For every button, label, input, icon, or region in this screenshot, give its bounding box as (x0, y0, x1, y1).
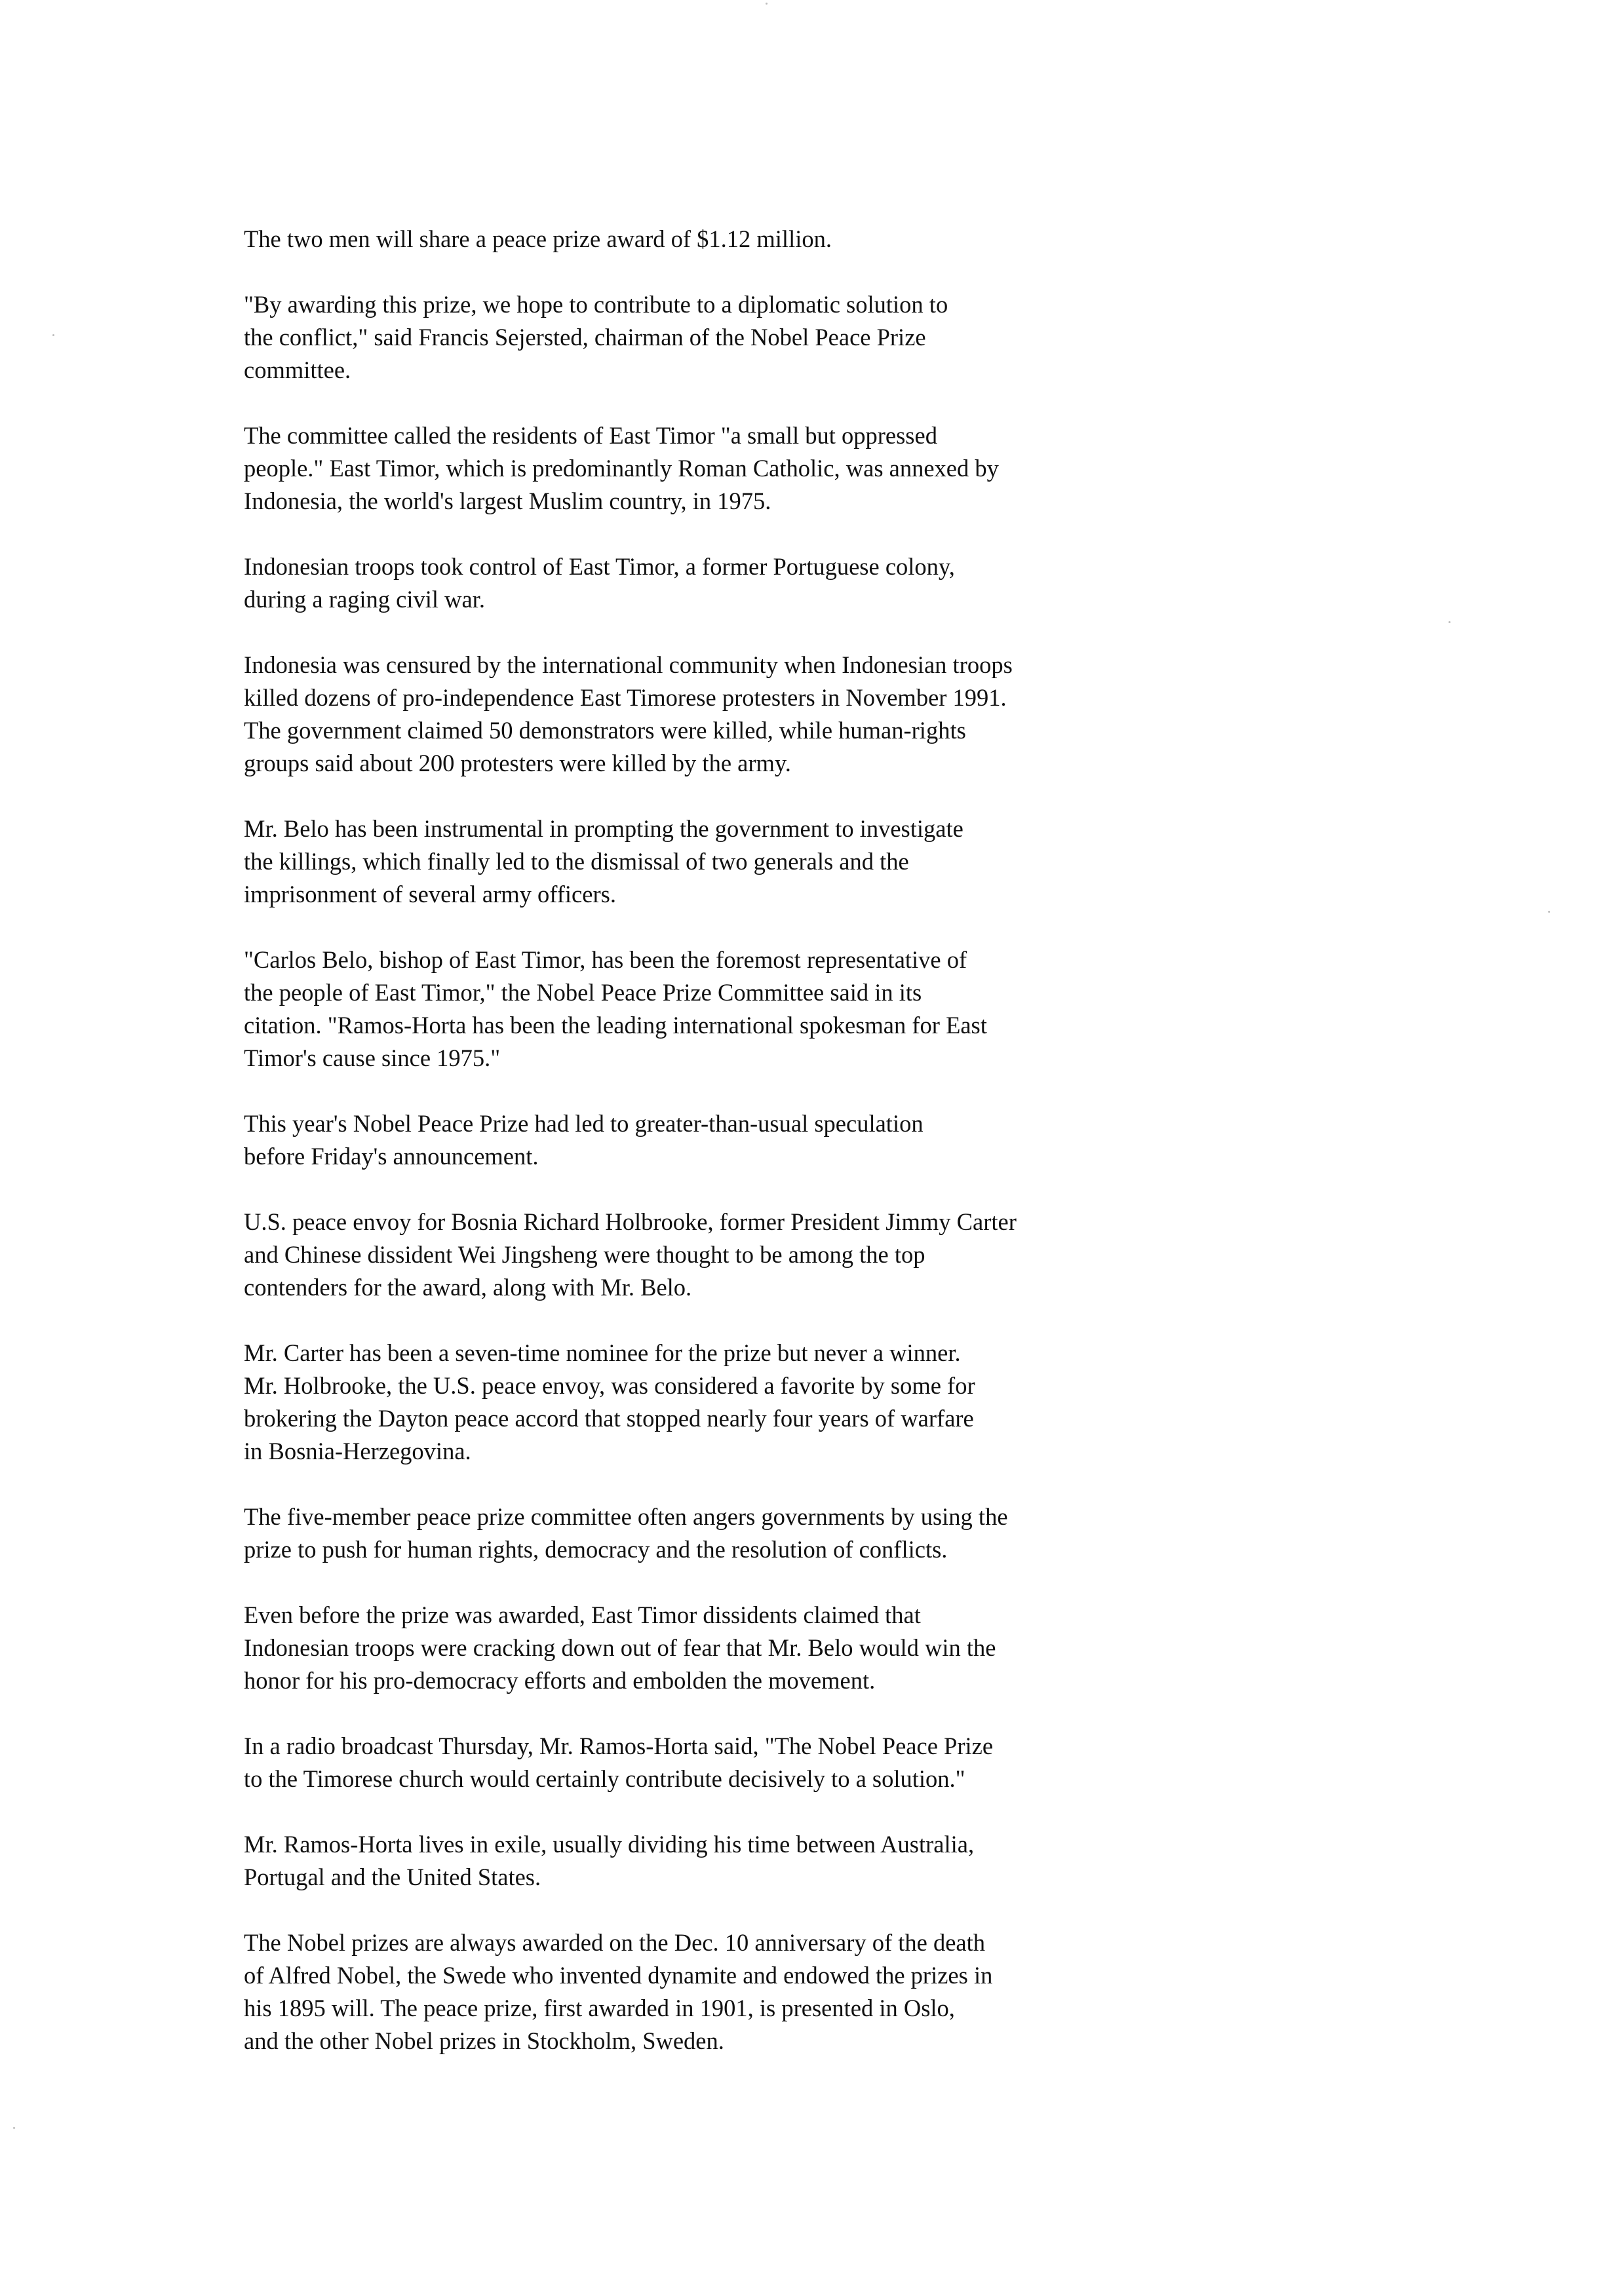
text-line: during a raging civil war. (244, 586, 485, 613)
text-line: brokering the Dayton peace accord that stopped nearly four years of warfare (244, 1405, 974, 1432)
text-line: the killings, which finally led to the dismissal of two generals and the (244, 848, 909, 875)
paragraph (244, 1599, 1175, 1697)
paragraph (244, 1730, 1175, 1795)
paragraph (244, 1337, 1175, 1468)
text-line: Even before the prize was awarded, East Timor dissidents claimed that (244, 1601, 921, 1628)
scan-speck (13, 2127, 15, 2129)
paragraph (244, 550, 1175, 616)
text-line: the conflict," said Francis Sejersted, chairman of the Nobel Peace Prize (244, 324, 926, 351)
text-line: Mr. Ramos-Horta lives in exile, usually dividing his time between Australia, (244, 1831, 975, 1858)
paragraph (244, 649, 1175, 780)
text-line: The government claimed 50 demonstrators were killed, while human-rights (244, 717, 966, 744)
text-line: "Carlos Belo, bishop of East Timor, has been the foremost representative of (244, 946, 967, 973)
text-line: before Friday's announcement. (244, 1143, 539, 1170)
text-line: people." East Timor, which is predominantly Roman Catholic, was annexed by (244, 455, 999, 482)
text-line: his 1895 will. The peace prize, first awarded in 1901, is presented in Oslo, (244, 1995, 955, 2021)
text-line: and the other Nobel prizes in Stockholm, Sweden. (244, 2027, 724, 2054)
text-line: in Bosnia-Herzegovina. (244, 1438, 471, 1464)
paragraph (244, 223, 1175, 256)
text-line: Indonesia, the world's largest Muslim country, in 1975. (244, 488, 771, 514)
text-line: and Chinese dissident Wei Jingsheng were thought to be among the top (244, 1241, 925, 1268)
paragraph (244, 1501, 1175, 1566)
paragraph (244, 944, 1175, 1075)
text-line: Mr. Holbrooke, the U.S. peace envoy, was considered a favorite by some for (244, 1372, 975, 1399)
text-line: the people of East Timor," the Nobel Peace Prize Committee said in its (244, 979, 922, 1006)
text-line: Portugal and the United States. (244, 1864, 541, 1890)
text-line: Indonesian troops took control of East Timor, a former Portuguese colony, (244, 553, 955, 580)
scan-speck (766, 3, 768, 5)
text-line: Timor's cause since 1975." (244, 1044, 501, 1071)
text-line: U.S. peace envoy for Bosnia Richard Holbrooke, former President Jimmy Carter (244, 1208, 1017, 1235)
scan-speck (1449, 621, 1450, 623)
text-line: Indonesian troops were cracking down out of fear that Mr. Belo would win the (244, 1634, 996, 1661)
text-line: In a radio broadcast Thursday, Mr. Ramos-Horta said, "The Nobel Peace Prize (244, 1732, 994, 1759)
text-line: of Alfred Nobel, the Swede who invented dynamite and endowed the prizes in (244, 1962, 993, 1989)
text-line: Indonesia was censured by the international community when Indonesian troops (244, 651, 1013, 678)
text-line: The Nobel prizes are always awarded on the Dec. 10 anniversary of the death (244, 1929, 986, 1956)
text-line: to the Timorese church would certainly contribute decisively to a solution." (244, 1765, 965, 1792)
text-line: imprisonment of several army officers. (244, 881, 616, 908)
paragraph (244, 1107, 1175, 1173)
text-line: prize to push for human rights, democracy and the resolution of conflicts. (244, 1536, 948, 1563)
paragraph (244, 813, 1175, 911)
text-line: Mr. Belo has been instrumental in prompting the government to investigate (244, 815, 963, 842)
paragraph (244, 1206, 1175, 1304)
text-line: The two men will share a peace prize award of $1.12 million. (244, 225, 832, 252)
scan-speck (1548, 911, 1550, 913)
scan-speck (52, 334, 54, 336)
paragraph (244, 419, 1175, 518)
paragraph (244, 1926, 1175, 2057)
article-body (244, 223, 1175, 2090)
text-line: groups said about 200 protesters were killed by the army. (244, 750, 791, 776)
paragraph (244, 1828, 1175, 1894)
text-line: This year's Nobel Peace Prize had led to greater-than-usual speculation (244, 1110, 924, 1137)
text-line: citation. "Ramos-Horta has been the leading international spokesman for East (244, 1012, 987, 1039)
text-line: killed dozens of pro-independence East Timorese protesters in November 1991. (244, 684, 1007, 711)
text-line: Mr. Carter has been a seven-time nominee for the prize but never a winner. (244, 1339, 961, 1366)
text-line: contenders for the award, along with Mr. Belo. (244, 1274, 692, 1301)
text-line: committee. (244, 356, 351, 383)
text-line: The five-member peace prize committee often angers governments by using the (244, 1503, 1008, 1530)
text-line: honor for his pro-democracy efforts and embolden the movement. (244, 1667, 876, 1694)
text-line: "By awarding this prize, we hope to contribute to a diplomatic solution to (244, 291, 948, 318)
text-line: The committee called the residents of East Timor "a small but oppressed (244, 422, 937, 449)
paragraph (244, 288, 1175, 387)
